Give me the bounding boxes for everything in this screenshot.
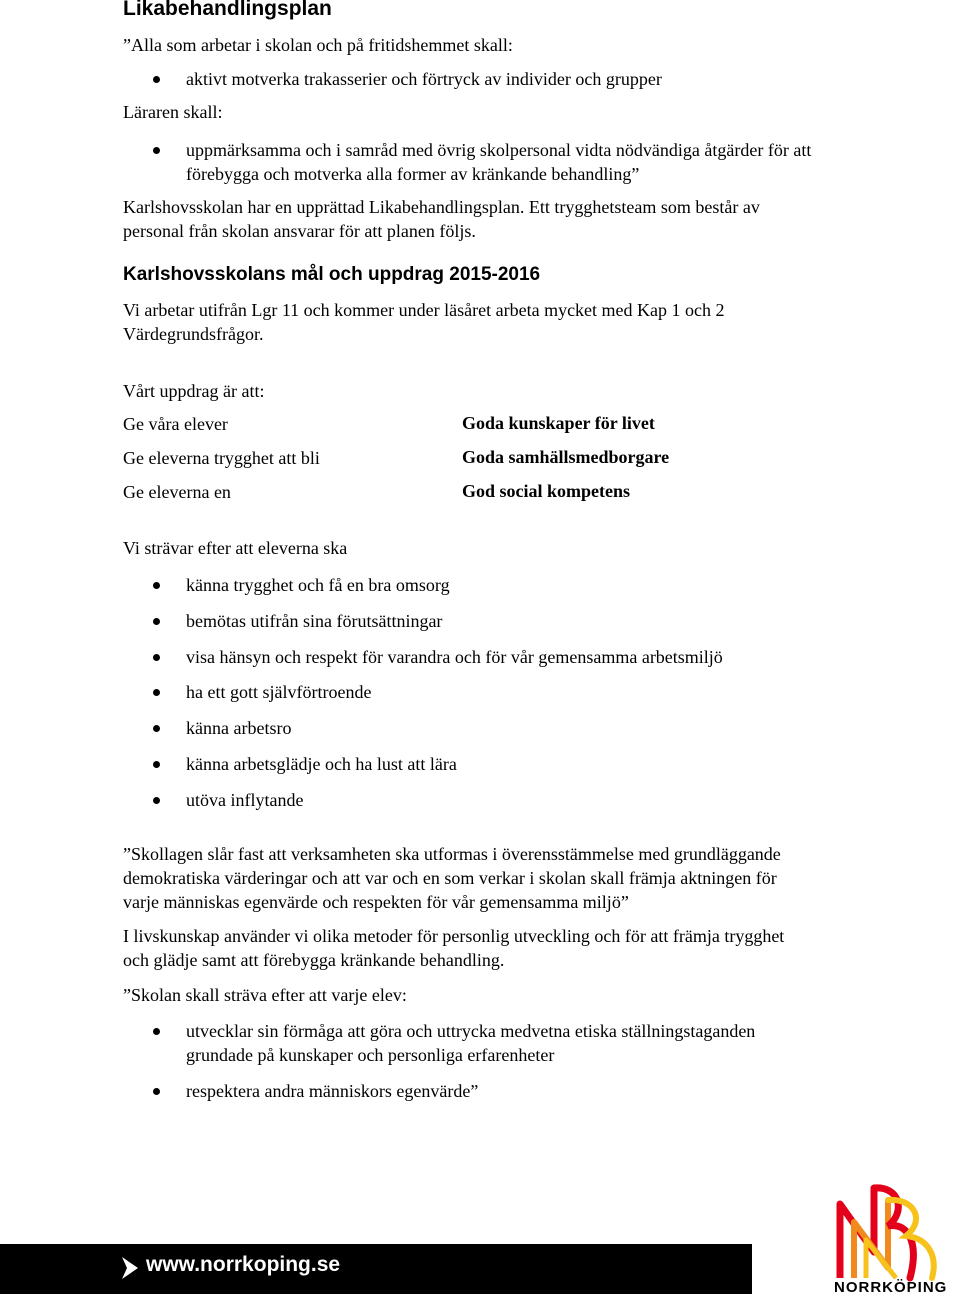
- logo-wordmark: NORRKÖPING: [834, 1279, 948, 1296]
- mission-left: Ge eleverna en: [123, 482, 231, 502]
- strive-label: Vi strävar efter att eleverna ska: [123, 538, 348, 558]
- bullet-icon: [153, 618, 160, 625]
- bullet-icon: [153, 1028, 160, 1035]
- norrkoping-logo: [830, 1182, 948, 1282]
- lgr-paragraph-line: Vi arbetar utifrån Lgr 11 och kommer under läsåret arbeta mycket med Kap 1 och 2: [123, 300, 725, 320]
- bullet-icon: [153, 76, 160, 83]
- bullet-icon: [153, 147, 160, 154]
- bullet-icon: [153, 689, 160, 696]
- quote-intro: ”Alla som arbetar i skolan och på fritidshemmet skall:: [123, 35, 513, 55]
- bullet-icon: [153, 582, 160, 589]
- life-skills-line: och glädje samt att förebygga kränkande behandling.: [123, 950, 505, 970]
- plan-paragraph-line: Karlshovsskolan har en upprättad Likabehandlingsplan. Ett trygghetsteam som består av: [123, 197, 760, 217]
- section-heading: Karlshovsskolans mål och uppdrag 2015-2016: [123, 264, 541, 285]
- mission-right: Goda kunskaper för livet: [462, 413, 655, 433]
- life-skills-line: I livskunskap använder vi olika metoder för personlig utveckling och för att främja trygghet: [123, 926, 785, 946]
- page-title: Likabehandlingsplan: [123, 0, 332, 20]
- document-page: Likabehandlingsplan ”Alla som arbetar i skolan och på fritidshemmet skall: aktivt motverka trakasserier och förtryck av individer och grupper Läraren skall: uppmärksamma och i samråd med övrig skolpersonal vidta nödvändiga åtgärder för att förebygga och motverka alla former av kränkande behandling” Karlshovsskolan har en upprättad Likabehandlingsplan. Ett trygghetsteam som består av personal från skolan ansvarar för att planen följs. Karlshovsskolans mål och uppdrag 2015-2016 Vi arbetar utifrån Lgr 11 och kommer under läsåret arbeta mycket med Kap 1 och 2 Värdegrundsfrågor. Vårt uppdrag är att: Ge våra elever Goda kunskaper för livet Ge eleverna trygghet att bli Goda samhällsmedborgare Ge eleverna en God social kompetens Vi strävar efter att eleverna ska känna trygghet och få en bra omsorg bemötas utifrån sina förutsättningar visa hänsyn och respekt för varandra och för vår gemensamma arbetsmiljö ha ett gott självförtroende känna arbetsro känna arbetsglädje och ha lust att lära utöva inflytande ”Skollagen slår fast att verksamheten ska utformas i överensstämmelse med grundläggande demokratiska värderingar och att var och en som verkar i skolan skall främja aktningen för varje människas egenvärde och respekten för vår gemensamma miljö” I livskunskap använder vi olika metoder för personlig utveckling och för att främja trygghet och glädje samt att förebygga kränkande behandling. ”Skolan skall sträva efter att varje elev: utvecklar sin förmåga att göra och uttrycka medvetna etiska ställningstaganden grundade på kunskaper och personliga erfarenheter respektera andra människors egenvärde” www.norrkoping.se NORRKÖPING: [0, 0, 960, 1299]
- school-law-line: varje människas egenvärde och respekten för vår gemensamma miljö”: [123, 892, 629, 912]
- mission-left: Ge våra elever: [123, 414, 228, 434]
- mission-left: Ge eleverna trygghet att bli: [123, 448, 320, 468]
- bullet-icon: [153, 654, 160, 661]
- plan-paragraph-line: personal från skolan ansvarar för att planen följs.: [123, 221, 476, 241]
- bullet-icon: [153, 797, 160, 804]
- mission-right: Goda samhällsmedborgare: [462, 447, 670, 467]
- lgr-paragraph-line: Värdegrundsfrågor.: [123, 324, 264, 344]
- bullet-icon: [153, 725, 160, 732]
- footer-bar: [0, 1244, 752, 1294]
- mission-right: God social kompetens: [462, 481, 631, 501]
- school-law-line: ”Skollagen slår fast att verksamheten ska utformas i överensstämmelse med grundläggande: [123, 844, 781, 864]
- bullet-icon: [153, 1088, 160, 1095]
- school-strive-label: ”Skolan skall sträva efter att varje elev:: [123, 985, 407, 1005]
- mission-label: Vårt uppdrag är att:: [123, 381, 265, 401]
- footer-url-link[interactable]: www.norrkoping.se: [146, 1253, 341, 1276]
- arrow-right-icon: [122, 1257, 138, 1279]
- teacher-label: Läraren skall:: [123, 102, 223, 122]
- bullet-icon: [153, 761, 160, 768]
- school-law-line: demokratiska värderingar och att var och en som verkar i skolan skall främja aktningen för: [123, 868, 777, 888]
